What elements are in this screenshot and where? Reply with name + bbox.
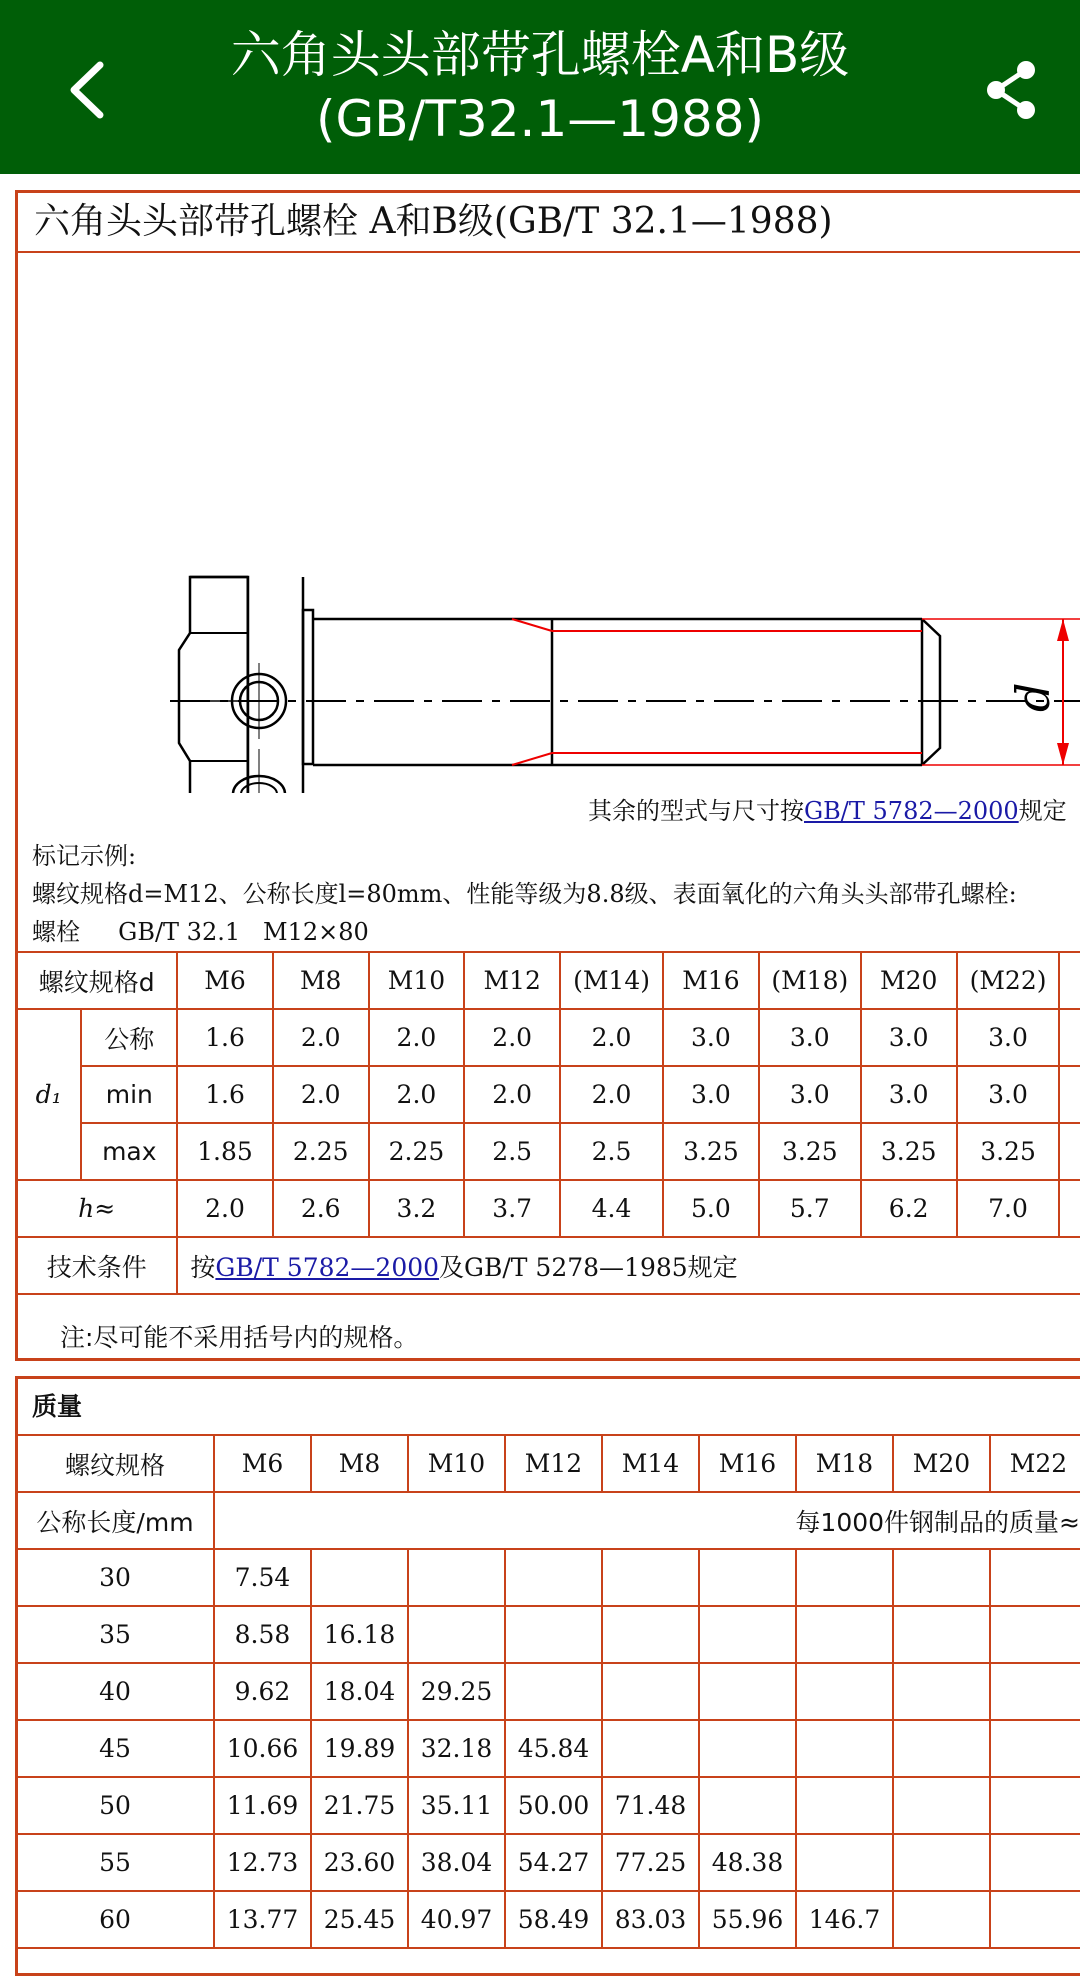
mass-cell — [893, 1720, 990, 1777]
size-cell: M6 — [214, 1435, 311, 1492]
size-cell: M12 — [464, 952, 560, 1009]
table-cell: 3.25 — [663, 1123, 759, 1180]
mass-cell — [505, 1663, 602, 1720]
mass-cell: 38.04 — [408, 1834, 505, 1891]
mass-cell — [699, 1720, 796, 1777]
mass-cell — [893, 1549, 990, 1606]
mass-cell — [990, 1606, 1080, 1663]
mass-cell: 58.49 — [505, 1891, 602, 1948]
table-cell: 3.25 — [759, 1123, 861, 1180]
mass-cell: 77.25 — [602, 1834, 699, 1891]
table-row — [16, 1777, 1080, 1834]
table-cell: 2.0 — [464, 1066, 560, 1123]
length-header: 公称长度/mm — [16, 1492, 214, 1549]
table-cell: 3.0 — [759, 1066, 861, 1123]
mass-cell — [893, 1777, 990, 1834]
size-cell: M20 — [861, 952, 957, 1009]
table-cell: 2.0 — [273, 1066, 369, 1123]
mass-cell: 16.18 — [311, 1606, 408, 1663]
table-cell: 2.0 — [560, 1066, 663, 1123]
size-cell: M8 — [311, 1435, 408, 1492]
mass-cell — [990, 1777, 1080, 1834]
row-label: max — [81, 1123, 177, 1180]
size-cell: (M22) — [957, 952, 1060, 1009]
table-cell: 2.0 — [464, 1009, 560, 1066]
mass-cell: 54.27 — [505, 1834, 602, 1891]
mass-title: 质量 — [32, 1392, 83, 1421]
size-cell: M6 — [177, 952, 272, 1009]
page-title: 六角头头部带孔螺栓A和B级(GB/T32.1—1988) — [230, 26, 850, 148]
table-row — [16, 1720, 1080, 1777]
table-cell: 2.25 — [273, 1123, 369, 1180]
table-cell: 3.2 — [369, 1180, 464, 1237]
spec-header: 螺纹规格 — [16, 1435, 214, 1492]
mass-cell — [699, 1549, 796, 1606]
mass-cell — [699, 1663, 796, 1720]
mass-cell: 55.96 — [699, 1891, 796, 1948]
mass-panel — [15, 1376, 1080, 1976]
marking-example — [32, 837, 1017, 951]
mass-cell — [796, 1777, 893, 1834]
tech-conditions — [177, 1237, 1080, 1294]
mass-cell: 35.11 — [408, 1777, 505, 1834]
mass-cell: 7.54 — [214, 1549, 311, 1606]
app-bar — [0, 0, 1080, 174]
other-dims-prefix: 其余的型式与尺寸按 — [588, 797, 804, 825]
mass-cell: 21.75 — [311, 1777, 408, 1834]
mass-cell — [602, 1606, 699, 1663]
table-cell: 3.0 — [663, 1009, 759, 1066]
mass-cell — [505, 1549, 602, 1606]
other-dims-suffix: 规定 — [1018, 797, 1067, 825]
size-cell: M18 — [796, 1435, 893, 1492]
length-cell: 60 — [16, 1891, 214, 1948]
table-cell: 3.0 — [759, 1009, 861, 1066]
footnote: 注:尽可能不采用括号内的规格。 — [60, 1323, 419, 1352]
table-cell: 3.25 — [861, 1123, 957, 1180]
table-cell: 6.2 — [861, 1180, 957, 1237]
mass-cell: 146.7 — [796, 1891, 893, 1948]
tech-suffix: 及GB/T 5278—1985规定 — [439, 1252, 738, 1282]
mass-cell — [408, 1549, 505, 1606]
table-cell: 1.6 — [177, 1066, 272, 1123]
mass-cell — [311, 1549, 408, 1606]
mass-cell: 18.04 — [311, 1663, 408, 1720]
table-cell: 2.6 — [273, 1180, 369, 1237]
table-cell: 3.0 — [957, 1066, 1060, 1123]
length-cell: 45 — [16, 1720, 214, 1777]
row-label: 公称 — [81, 1009, 177, 1066]
table-cell: 3.0 — [861, 1066, 957, 1123]
tech-prefix: 按 — [190, 1252, 216, 1282]
table-cell: 2.25 — [369, 1123, 464, 1180]
size-cell: M10 — [369, 952, 464, 1009]
gb-5782-tech-link[interactable]: GB/T 5782—2000 — [215, 1252, 440, 1282]
standard-title: 六角头头部带孔螺栓 A和B级(GB/T 32.1—1988) — [18, 193, 1080, 253]
mass-cell — [796, 1606, 893, 1663]
table-cell: 2.0 — [177, 1180, 272, 1237]
d1-label: d₁ — [16, 1009, 81, 1180]
mass-cell: 83.03 — [602, 1891, 699, 1948]
thread-spec-header: 螺纹规格d — [16, 952, 177, 1009]
marking-label: 标记示例: — [32, 842, 137, 870]
size-cell: M10 — [408, 1435, 505, 1492]
table-cell: 3.25 — [957, 1123, 1060, 1180]
size-cell: M14 — [602, 1435, 699, 1492]
mass-cell — [990, 1663, 1080, 1720]
table-cell: 3.7 — [464, 1180, 560, 1237]
standard-panel — [15, 190, 1080, 1361]
length-cell: 35 — [16, 1606, 214, 1663]
share-icon[interactable] — [982, 58, 1042, 122]
mass-cell — [990, 1834, 1080, 1891]
mass-cell — [699, 1606, 796, 1663]
size-cell: M12 — [505, 1435, 602, 1492]
table-cell: 2.0 — [369, 1066, 464, 1123]
size-cell: M22 — [990, 1435, 1080, 1492]
table-cell: 3.0 — [663, 1066, 759, 1123]
size-cell: (M14) — [560, 952, 663, 1009]
size-cell: M16 — [699, 1435, 796, 1492]
marking-line: 螺纹规格d=M12、公称长度l=80mm、性能等级为8.8级、表面氧化的六角头头部带孔螺栓: — [32, 880, 1017, 908]
mass-cell — [602, 1549, 699, 1606]
chevron-left-icon[interactable] — [60, 55, 120, 125]
mass-cell: 19.89 — [311, 1720, 408, 1777]
length-cell: 50 — [16, 1777, 214, 1834]
mass-cell — [796, 1663, 893, 1720]
size-cell: (M18) — [759, 952, 861, 1009]
dimension-table — [15, 951, 1080, 1295]
table-cell: 7.0 — [957, 1180, 1060, 1237]
mass-cell — [990, 1549, 1080, 1606]
mass-cell — [796, 1720, 893, 1777]
mass-cell — [505, 1606, 602, 1663]
mass-table — [15, 1434, 1080, 1949]
table-cell: 1.85 — [177, 1123, 272, 1180]
length-cell: 40 — [16, 1663, 214, 1720]
table-cell: 3.0 — [861, 1009, 957, 1066]
mass-cell: 50.00 — [505, 1777, 602, 1834]
table-cell: 2.0 — [560, 1009, 663, 1066]
table-cell: 3.0 — [957, 1009, 1060, 1066]
table-row — [16, 1834, 1080, 1891]
row-label: min — [81, 1066, 177, 1123]
table-cell: 1.6 — [177, 1009, 272, 1066]
mass-cell: 11.69 — [214, 1777, 311, 1834]
size-cell: M16 — [663, 952, 759, 1009]
mass-cell — [893, 1606, 990, 1663]
mass-cell — [893, 1663, 990, 1720]
mass-cell: 45.84 — [505, 1720, 602, 1777]
table-row — [16, 1663, 1080, 1720]
mass-cell — [796, 1834, 893, 1891]
table-cell: 2.5 — [560, 1123, 663, 1180]
mass-cell: 71.48 — [602, 1777, 699, 1834]
table-cell: 2.0 — [369, 1009, 464, 1066]
mass-cell: 13.77 — [214, 1891, 311, 1948]
mass-cell: 9.62 — [214, 1663, 311, 1720]
mass-cell — [796, 1549, 893, 1606]
mass-cell: 29.25 — [408, 1663, 505, 1720]
table-cell: 4.4 — [560, 1180, 663, 1237]
length-cell: 55 — [16, 1834, 214, 1891]
other-dimensions-note — [588, 791, 1067, 826]
mass-cell: 8.58 — [214, 1606, 311, 1663]
mass-header: 每1000件钢制品的质量≈ — [214, 1492, 1080, 1549]
mass-cell — [893, 1834, 990, 1891]
table-cell: 5.0 — [663, 1180, 759, 1237]
size-cell: M20 — [893, 1435, 990, 1492]
table-row — [16, 1606, 1080, 1663]
mass-cell: 12.73 — [214, 1834, 311, 1891]
mass-cell — [602, 1663, 699, 1720]
gb-5782-link[interactable]: GB/T 5782—2000 — [804, 797, 1019, 825]
mass-cell — [699, 1777, 796, 1834]
table-cell: 5.7 — [759, 1180, 861, 1237]
bolt-drawing — [18, 253, 1080, 793]
tech-label: 技术条件 — [16, 1237, 177, 1294]
mass-cell: 25.45 — [311, 1891, 408, 1948]
mass-cell: 48.38 — [699, 1834, 796, 1891]
length-cell: 30 — [16, 1549, 214, 1606]
h-row-label: h≈ — [16, 1180, 177, 1237]
mass-cell: 23.60 — [311, 1834, 408, 1891]
size-cell: M8 — [273, 952, 369, 1009]
mass-cell — [408, 1606, 505, 1663]
table-row — [16, 1549, 1080, 1606]
mass-cell — [990, 1720, 1080, 1777]
mass-cell: 40.97 — [408, 1891, 505, 1948]
mass-cell — [602, 1720, 699, 1777]
table-cell: 2.5 — [464, 1123, 560, 1180]
table-cell: 2.0 — [273, 1009, 369, 1066]
d-label: d — [1006, 682, 1060, 712]
mass-cell: 10.66 — [214, 1720, 311, 1777]
marking-code: 螺栓 GB/T 32.1 M12×80 — [32, 918, 369, 946]
mass-cell: 32.18 — [408, 1720, 505, 1777]
